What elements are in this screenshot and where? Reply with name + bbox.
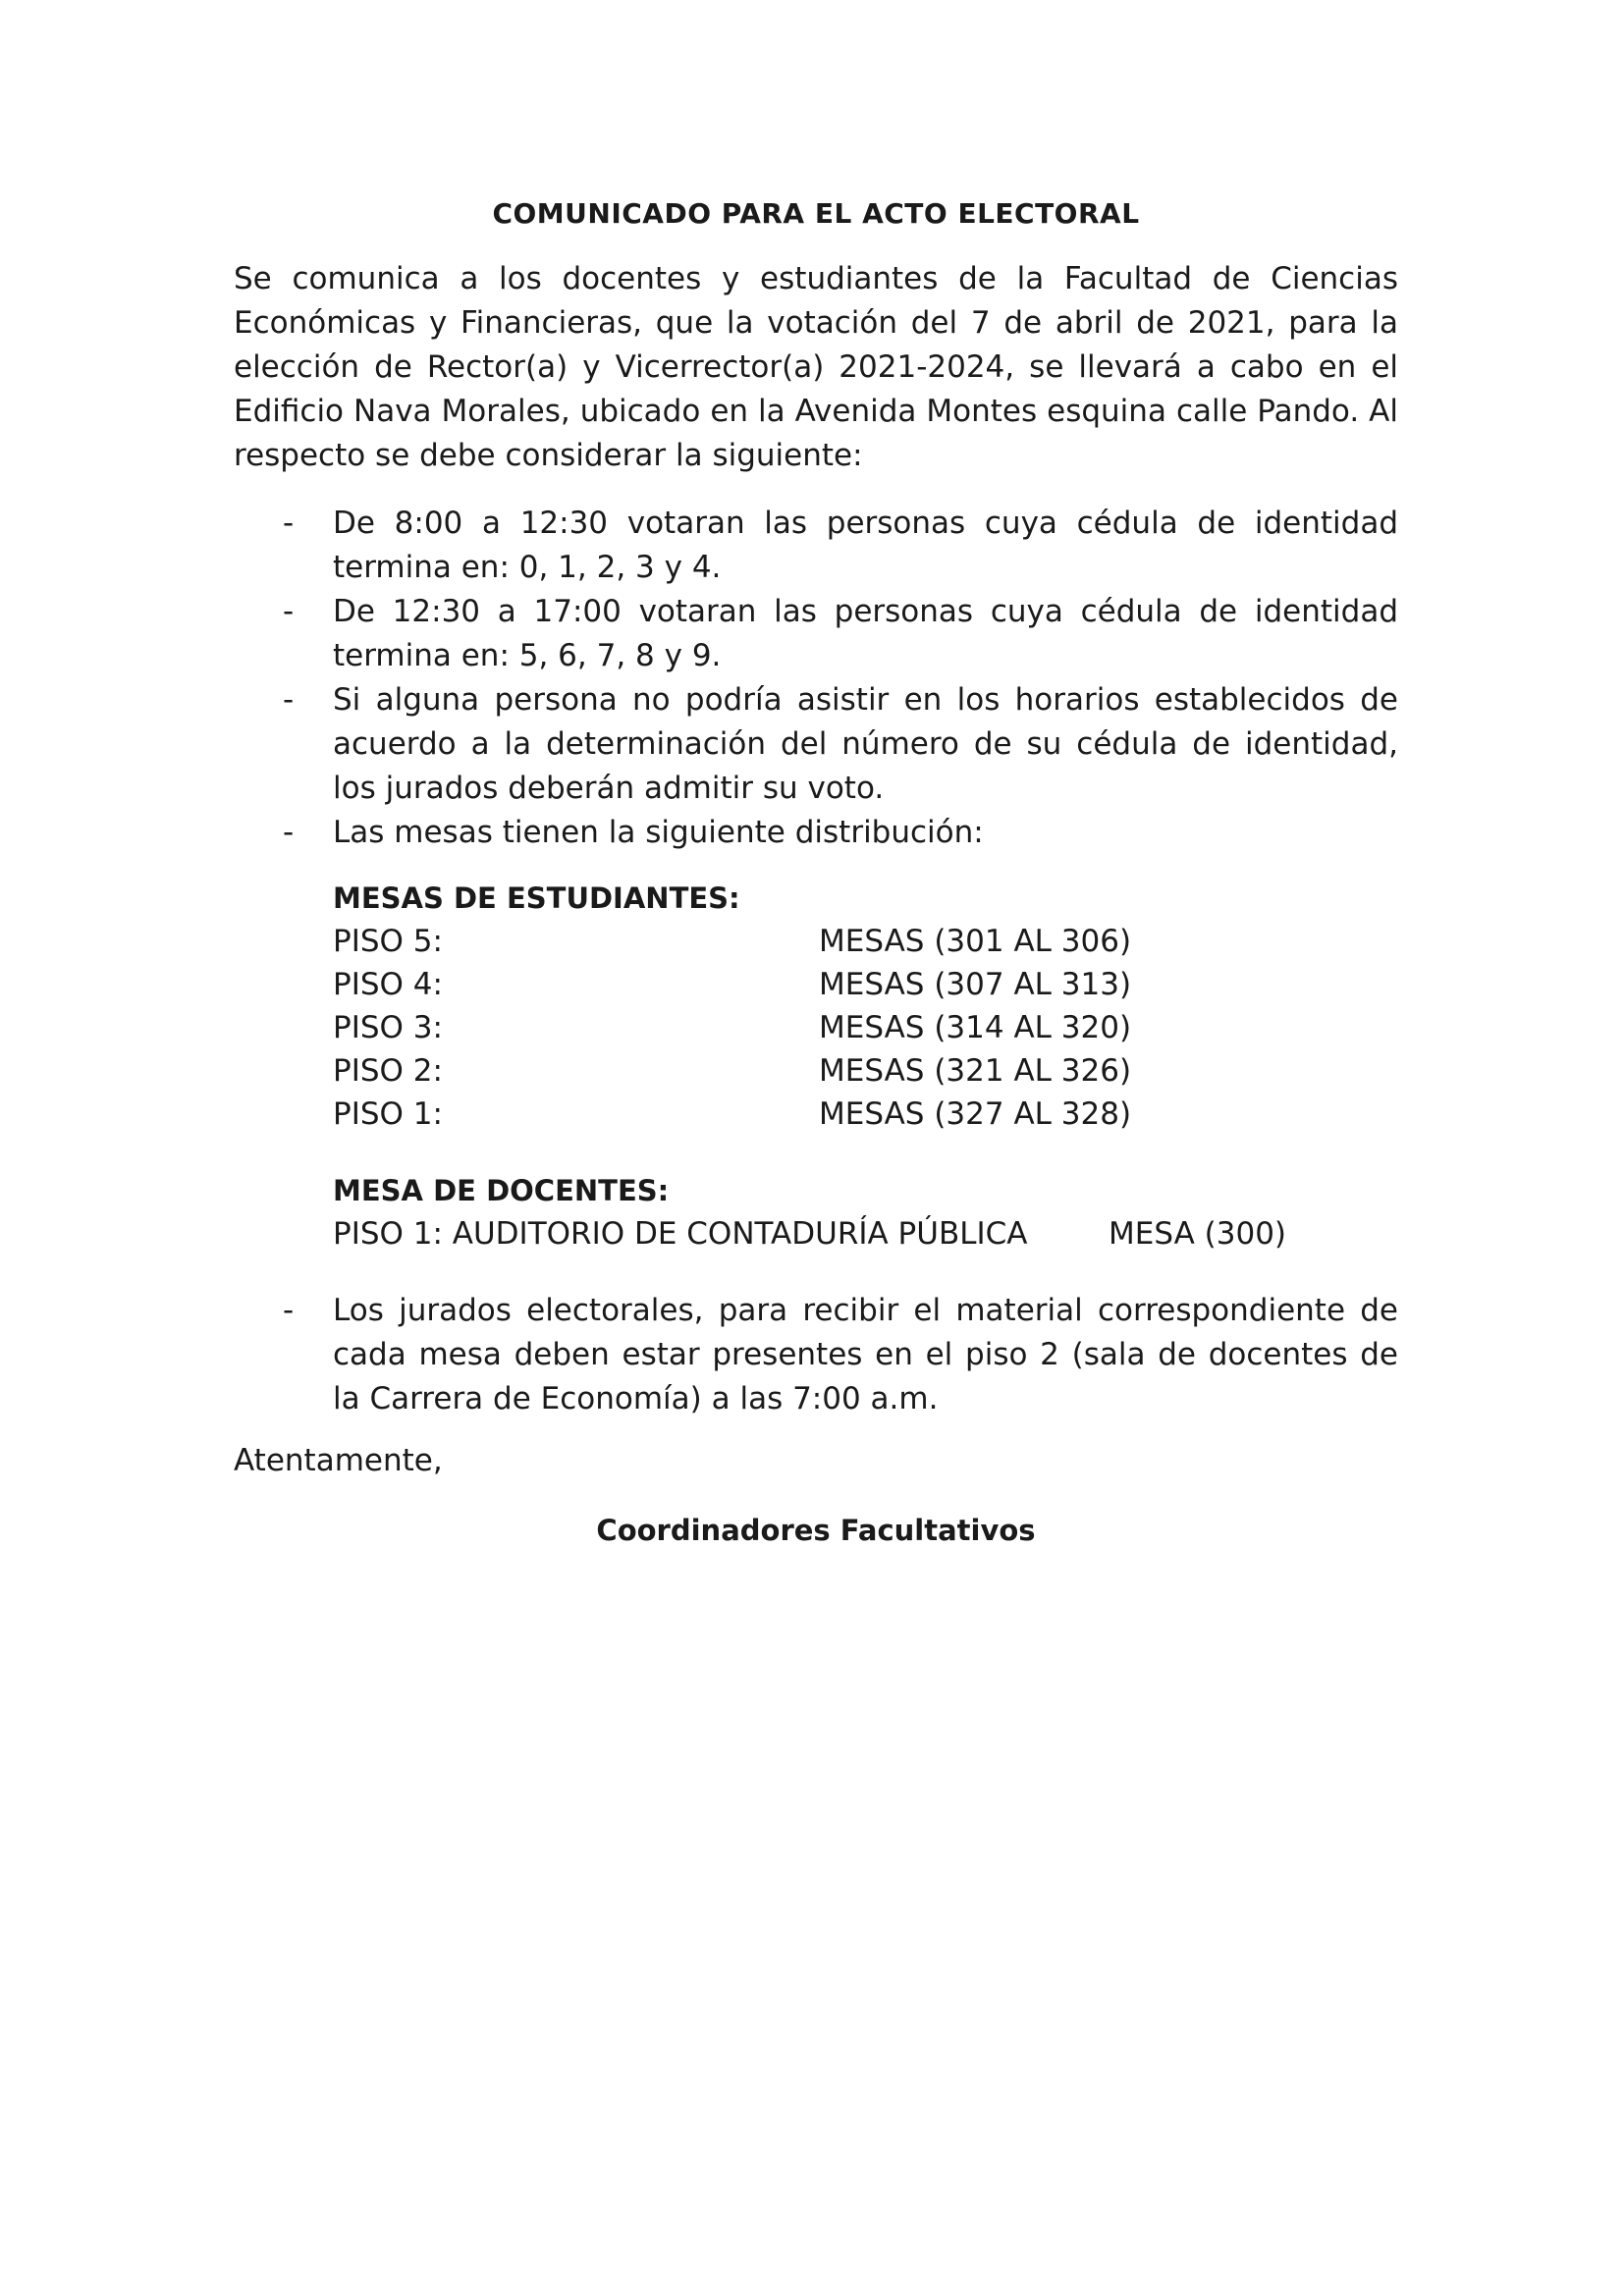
table-row [333, 1093, 1398, 1136]
floor-label: PISO 3: [333, 1010, 443, 1045]
student-tables-heading: MESAS DE ESTUDIANTES: [333, 881, 740, 915]
floor-label: PISO 1: AUDITORIO DE CONTADURÍA PÚBLICA [333, 1216, 1028, 1252]
floor-label: PISO 5: [333, 924, 443, 959]
list-item [234, 1289, 1398, 1421]
closing-salutation: Atentamente, [234, 1443, 443, 1478]
tables-range: MESAS (327 AL 328) [819, 1096, 1132, 1132]
document-title: COMUNICADO PARA EL ACTO ELECTORAL [492, 197, 1140, 230]
table-row [333, 1212, 1398, 1255]
bullet-dash: - [283, 1293, 295, 1328]
tables-range: MESAS (321 AL 326) [819, 1053, 1132, 1089]
tables-range: MESA (300) [1109, 1216, 1287, 1252]
list-item [234, 811, 1398, 855]
list-item-text: Las mesas tienen la siguiente distribución: [333, 815, 984, 850]
bullet-dash: - [283, 594, 295, 629]
list-item [234, 678, 1398, 811]
floor-label: PISO 4: [333, 967, 443, 1002]
table-row [333, 963, 1398, 1006]
signature: Coordinadores Facultativos [596, 1514, 1036, 1547]
bullet-dash: - [283, 506, 295, 541]
floor-label: PISO 2: [333, 1053, 443, 1089]
table-row [333, 1006, 1398, 1049]
bullet-dash: - [283, 682, 295, 718]
intro-paragraph: Se comunica a los docentes y estudiantes de la Facultad de Ciencias Económicas y Financieras, que la votación del 7 de abril de 2021, para la elección de Rector(a) y Vicerrector(a) 2021-2024, se llevará a cabo en el Edificio Nava Morales, ubicado en la Avenida Montes esquina calle Pando. Al respecto se debe considerar la siguiente: [234, 261, 1398, 473]
teacher-table-heading: MESA DE DOCENTES: [333, 1174, 670, 1207]
list-item [234, 590, 1398, 678]
list-item-text: Los jurados electorales, para recibir el material correspondiente de cada mesa deben estar presentes en el piso 2 (sala de docentes de la Carrera de Economía) a las 7:00 a.m. [333, 1293, 1398, 1416]
document-page [234, 192, 1398, 1553]
list-item-text: De 12:30 a 17:00 votaran las personas cuya cédula de identidad termina en: 5, 6, 7, 8 y 9. [333, 594, 1398, 673]
list-item [234, 502, 1398, 590]
bullet-dash: - [283, 815, 295, 850]
instructions-list [234, 502, 1398, 855]
tables-range: MESAS (301 AL 306) [819, 924, 1132, 959]
student-tables-section [234, 877, 1398, 1136]
teacher-table-section [234, 1169, 1398, 1255]
floor-label: PISO 1: [333, 1096, 443, 1132]
list-item-text: Si alguna persona no podría asistir en los horarios establecidos de acuerdo a la determinación del número de su cédula de identidad, los jurados deberán admitir su voto. [333, 682, 1398, 806]
list-item-text: De 8:00 a 12:30 votaran las personas cuya cédula de identidad termina en: 0, 1, 2, 3 y 4. [333, 506, 1398, 585]
table-row [333, 1049, 1398, 1093]
table-row [333, 920, 1398, 963]
final-instructions-list [234, 1289, 1398, 1421]
tables-range: MESAS (307 AL 313) [819, 967, 1132, 1002]
tables-range: MESAS (314 AL 320) [819, 1010, 1132, 1045]
